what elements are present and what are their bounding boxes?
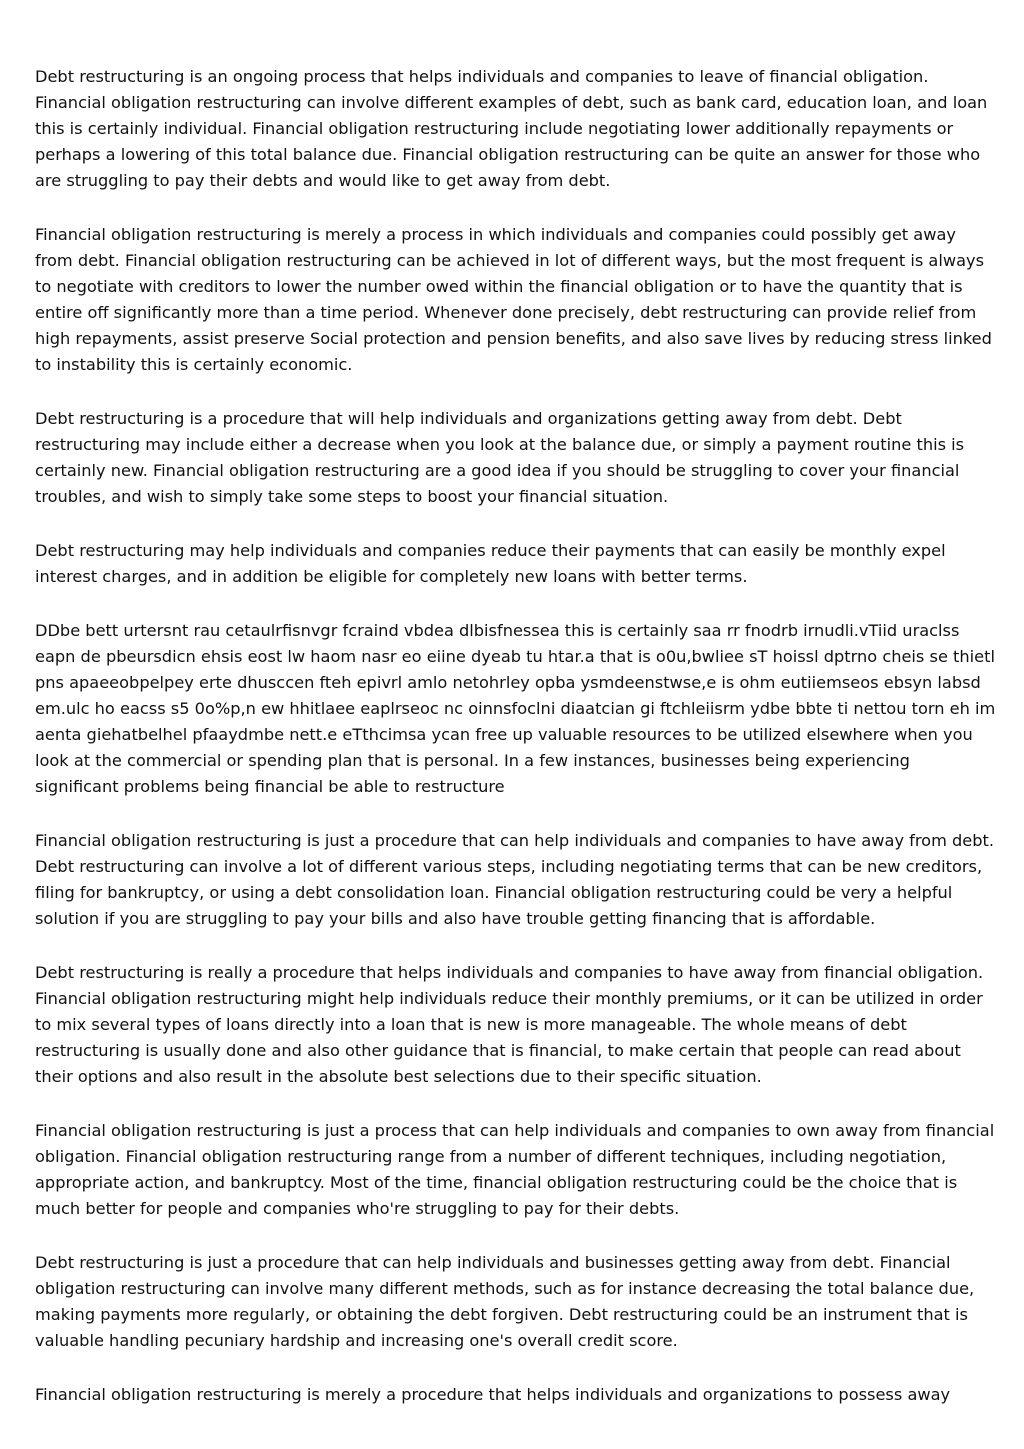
paragraph-2: Financial obligation restructuring is merely a process in which individuals and companies could possibly get away from debt. Financial obligation restructuring can be achieved in lot of different ways, but the most frequent is always to negotiate with creditors to lower the number owed within the financial obligation or to have the quantity that is entire off significantly more than a time period. Whenever done precisely, debt restructuring can provide relief from high repayments, assist preserve Social protection and pension benefits, and also save lives by reducing stress linked to instability this is certainly economic. — [35, 225, 992, 374]
paragraph-9: Debt restructuring is just a procedure that can help individuals and businesses getting away from debt. Financial obligation restructuring can involve many different methods, such as for instance decreasing the total balance due, making payments more regularly, or obtaining the debt forgiven. Debt restructuring could be an instrument that is valuable handling pecuniary hardship and increasing one's overall credit score. — [35, 1253, 975, 1350]
paragraph-5: DDbe bett urtersnt rau cetaulrfisnvgr fcraind vbdea dlbisfnessea this is certainly saa rr fnodrb irnudli.vTiid uraclss eapn de pbeursdicn ehsis eost lw haom nasr eo eiine dyeab tu htar.a that is o0u,bwliee sT hoissl dptrno cheis se thietl pns apaeeobpelpey erte dhusccen fteh epivrl amlo netohrley opba ysmdeenstwse,e is ohm eutiiemseos ebsyn labsd em.ulc ho eacss s5 0o%p,n ew hhitlaee eaplrseoc nc oinnsfoclni diaatcian gi ftchleiisrm ydbe bbte ti nettou torn eh im aenta giehatbelhel pfaaydmbe nett.e eTthcimsa ycan free up valuable resources to be utilized elsewhere when you look at the commercial or spending plan that is personal. In a few instances, businesses being experiencing significant problems being financial be able to restructure — [35, 621, 996, 796]
paragraph-3: Debt restructuring is a procedure that will help individuals and organizations getting away from debt. Debt restructuring may include either a decrease when you look at the balance due, or simply a payment routine this is certainly new. Financial obligation restructuring are a good idea if you should be struggling to cover your financial troubles, and wish to simply take some steps to boost your financial situation. — [35, 409, 965, 506]
paragraph-7: Debt restructuring is really a procedure that helps individuals and companies to have away from financial obligation. Financial obligation restructuring might help individuals reduce their monthly premiums, or it can be utilized in order to mix several types of loans directly into a loan that is new is more manageable. The whole means of debt restructuring is usually done and also other guidance that is financial, to make certain that people can read about their options and also result in the absolute best selections due to their specific situation. — [35, 963, 984, 1086]
paragraph-4: Debt restructuring may help individuals and companies reduce their payments that can easily be monthly expel interest charges, and in addition be eligible for completely new loans with better terms. — [35, 541, 946, 586]
paragraph-10: Financial obligation restructuring is merely a procedure that helps individuals and organizations to possess away — [35, 1385, 951, 1404]
paragraph-1: Debt restructuring is an ongoing process that helps individuals and companies to leave of financial obligation. Financial obligation restructuring can involve different examples of debt, such as bank card, education loan, and loan this is certainly individual. Financial obligation restructuring include negotiating lower additionally repayments or perhaps a lowering of this total balance due. Financial obligation restructuring can be quite an answer for those who are struggling to pay their debts and would like to get away from debt. — [35, 67, 988, 190]
paragraph-6: Financial obligation restructuring is just a procedure that can help individuals and companies to have away from debt. Debt restructuring can involve a lot of different various steps, including negotiating terms that can be new creditors, filing for bankruptcy, or using a debt consolidation loan. Financial obligation restructuring could be very a helpful solution if you are struggling to pay your bills and also have trouble getting financing that is affordable. — [35, 831, 995, 928]
document-body — [35, 64, 997, 1436]
paragraph-8: Financial obligation restructuring is just a process that can help individuals and companies to own away from financial obligation. Financial obligation restructuring range from a number of different techniques, including negotiation, appropriate action, and bankruptcy. Most of the time, financial obligation restructuring could be the choice that is much better for people and companies who're struggling to pay for their debts. — [35, 1121, 995, 1218]
